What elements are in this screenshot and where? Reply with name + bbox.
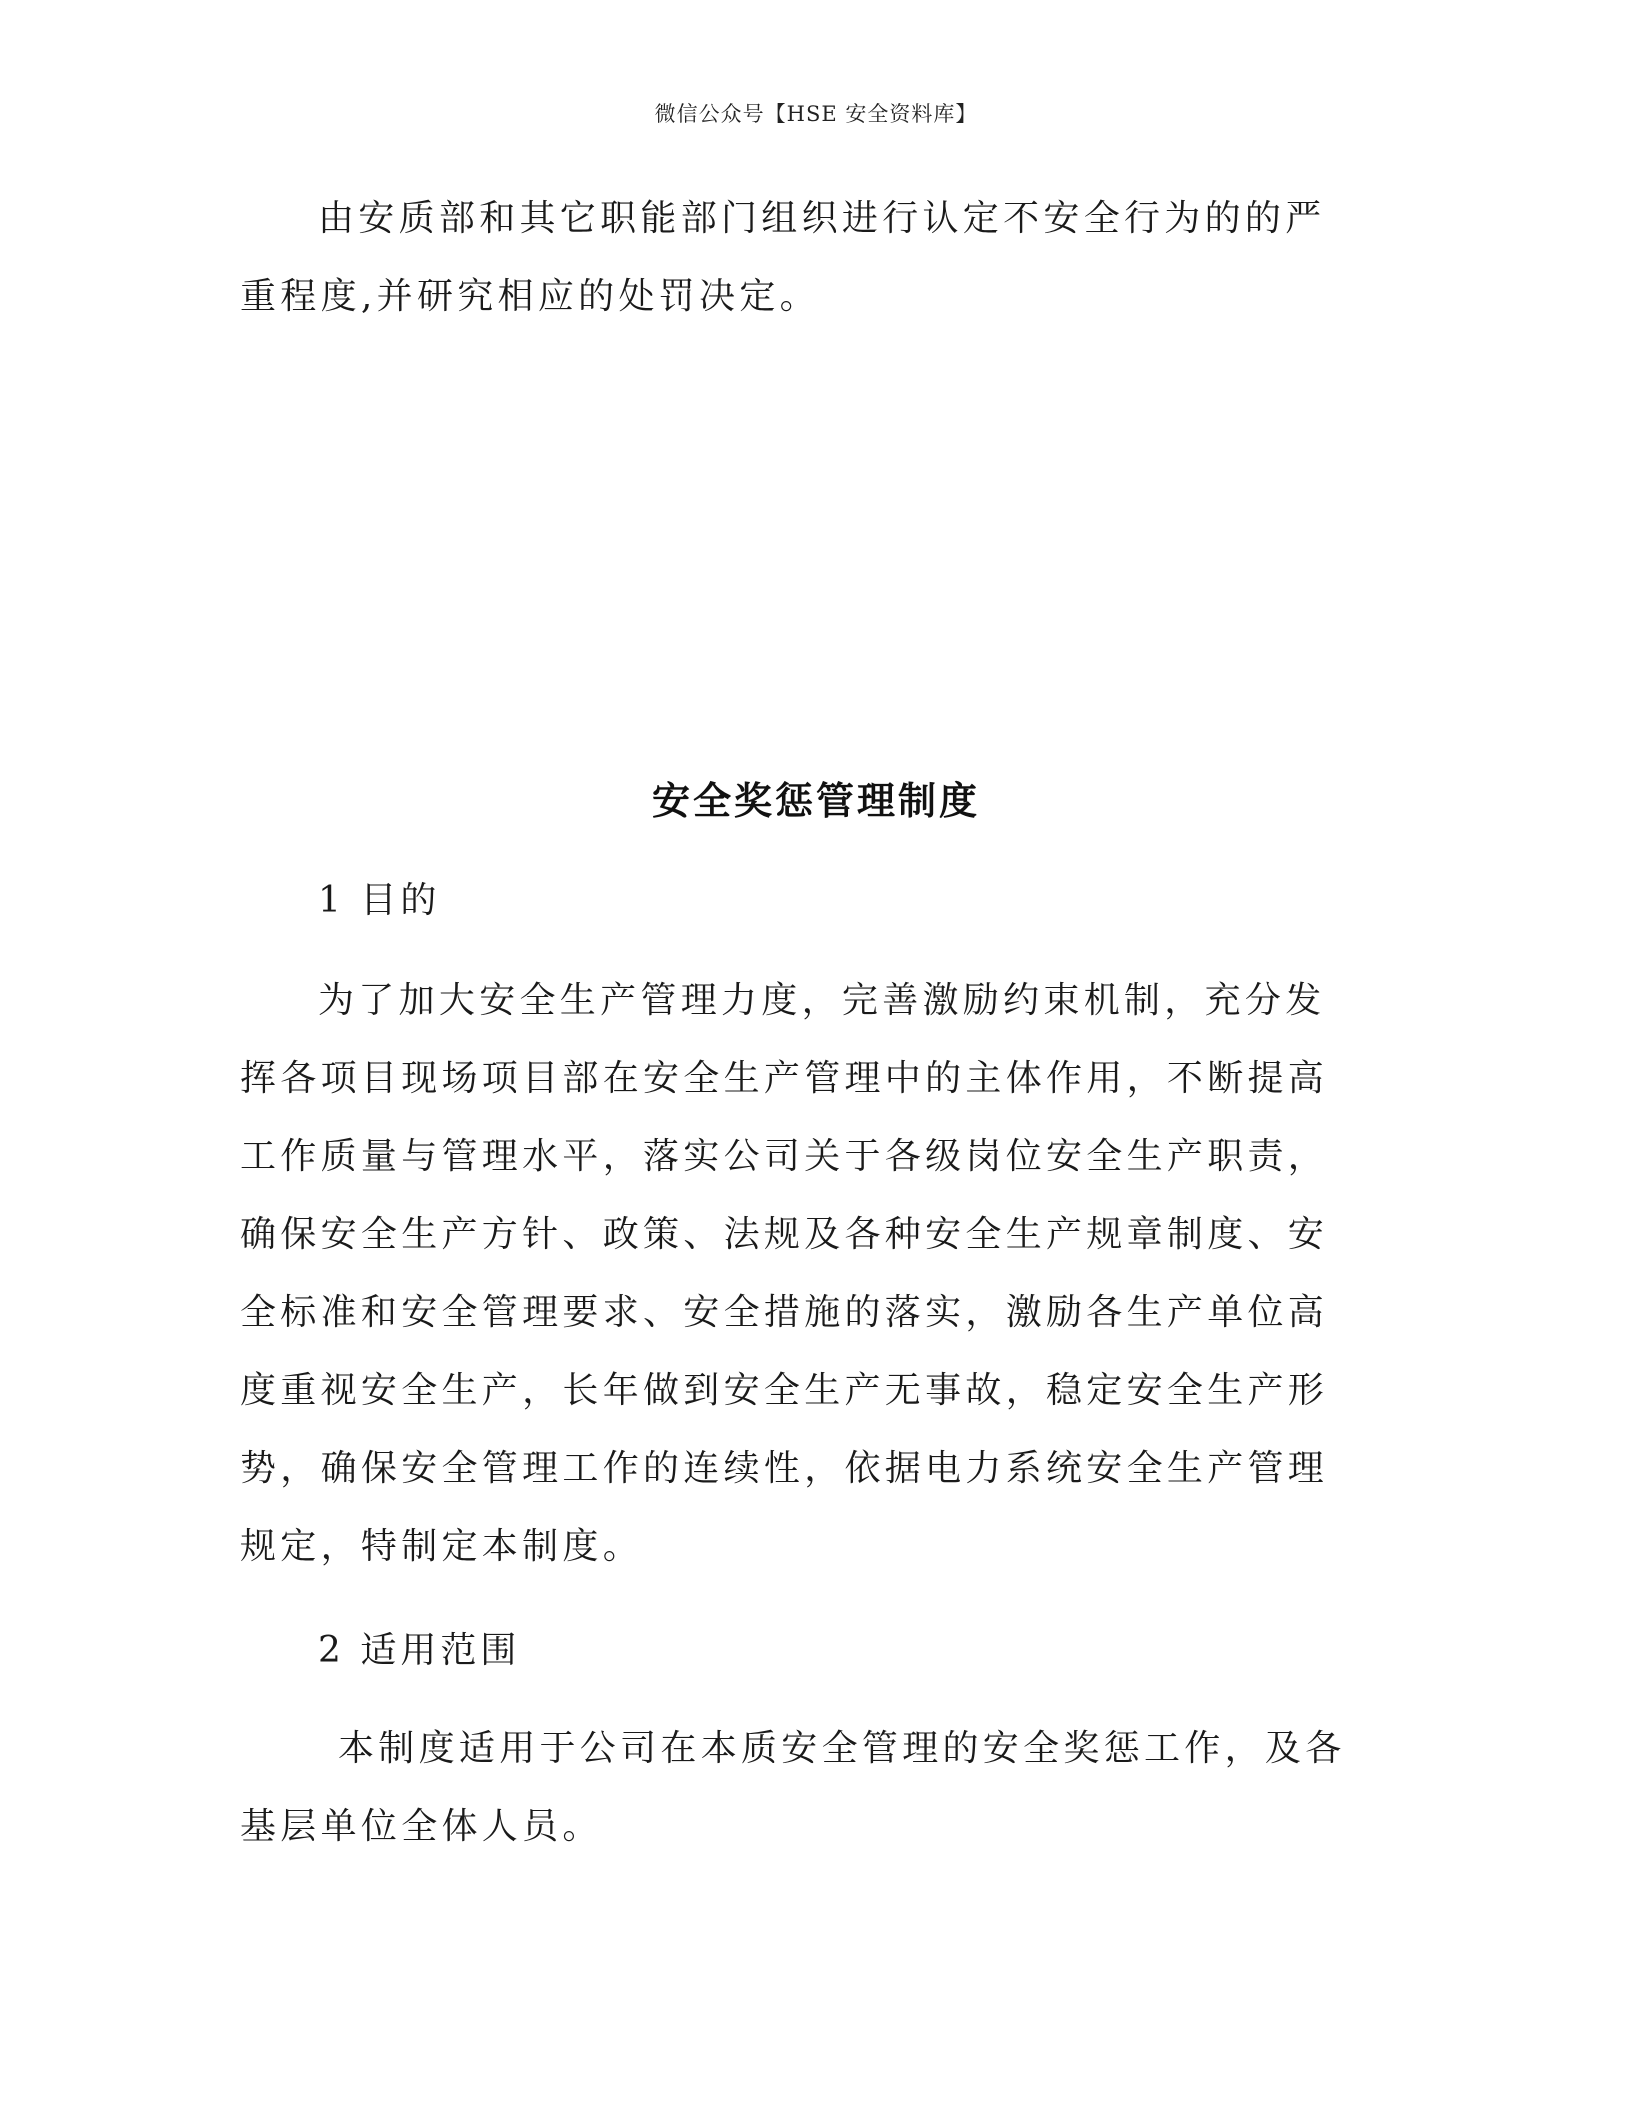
page-header: 微信公众号【HSE 安全资料库】 <box>654 102 978 126</box>
section-heading-purpose: 1 目的 <box>318 880 441 921</box>
section-body-purpose: 为了加大安全生产管理力度，完善激励约束机制，充分发挥各项目现场项目部在安全生产管理中的主体作用，不断提高工作质量与管理水平，落实公司关于各级岗位安全生产职责，确保安全生产方针、政策、法规及各种安全生产规章制度、安全标准和安全管理要求、安全措施的落实，激励各生产单位高度重视安全生产，长年做到安全生产无事故，稳定安全生产形势，确保安全管理工作的连续性，依据电力系统安全生产管理规定，特制定本制度。 <box>240 980 1329 1567</box>
section-body-scope: 本制度适用于公司在本质安全管理的安全奖惩工作，及各基层单位全体人员。 <box>240 1728 1346 1847</box>
intro-paragraph: 由安质部和其它职能部门组织进行认定不安全行为的的严重程度,并研究相应的处罚决定。 <box>240 198 1326 317</box>
section-heading-scope: 2 适用范围 <box>318 1630 521 1671</box>
document-title: 安全奖惩管理制度 <box>651 779 980 823</box>
